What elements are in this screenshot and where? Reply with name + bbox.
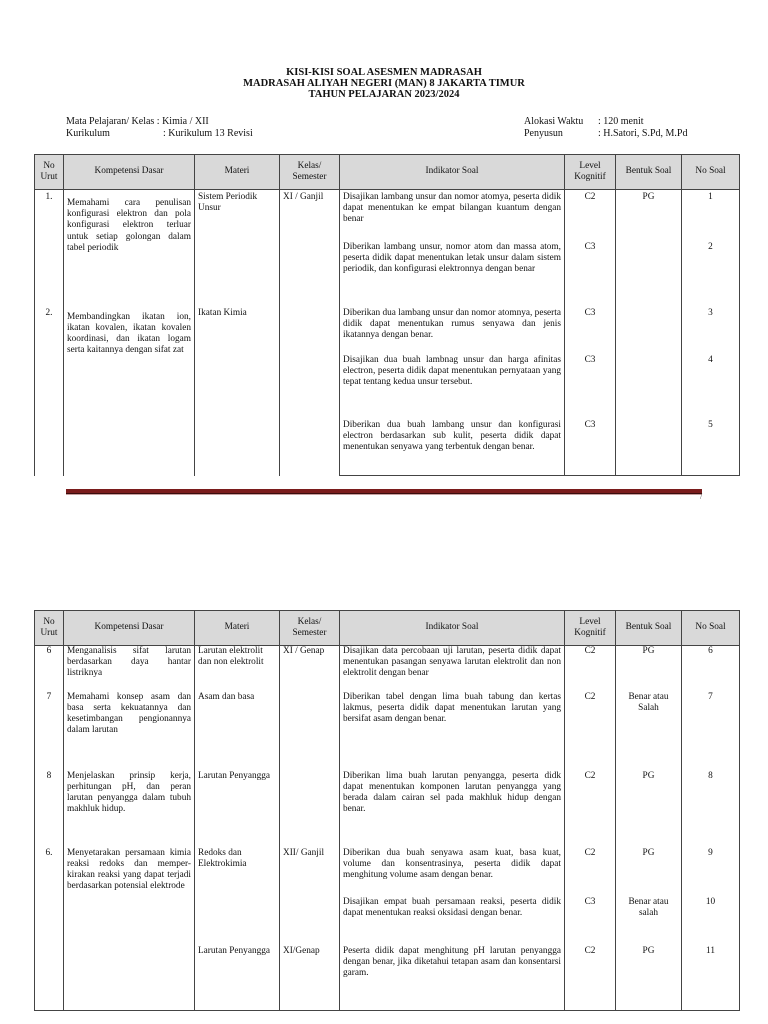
kurikulum-colon: : <box>163 128 166 139</box>
doc-title-line2: MADRASAH ALIYAH NEGERI (MAN) 8 JAKARTA TIMUR <box>243 78 525 89</box>
col-indikator-soal: Indikator Soal <box>340 155 565 190</box>
row-no: 2. <box>35 308 64 476</box>
row-indikator: Peserta didik dapat menghitung pH larutan penyangga dengan benar, jika diketahui tetapan asam dan konsentarsi garam. <box>340 946 565 1011</box>
col-no-urut: No Urut <box>35 611 64 646</box>
row-indikator: Diberikan lima buah larutan penyangga, peserta didk dapat menentukan komponen larutan penyangga yang berada dalam cairan sel pada makhluk hidup dengan benar. <box>340 771 565 848</box>
row-indikator: Disajikan data percobaan uji larutan, peserta didik dapat menentukan pasangan senyawa larutan elektrolit dan non elektrolit dengan benar <box>340 646 565 692</box>
row-no-soal: 2 <box>682 242 740 308</box>
penyusun-label: Penyusun <box>524 128 563 139</box>
row-kd-empty <box>64 946 195 1011</box>
alokasi-label: Alokasi Waktu <box>524 116 584 127</box>
alokasi-value: : 120 menit <box>598 116 644 127</box>
col-indikator-soal: Indikator Soal <box>340 611 565 646</box>
meta-alokasi <box>524 116 644 128</box>
meta-kurikulum <box>66 128 253 140</box>
row-no-soal: 8 <box>682 771 740 848</box>
row-bentuk: PG <box>616 646 682 692</box>
table-row <box>35 946 740 1011</box>
col-bentuk-soal: Bentuk Soal <box>616 611 682 646</box>
row-kelas-empty <box>280 308 340 476</box>
table-row <box>35 646 740 692</box>
meta-penyusun <box>524 128 687 140</box>
row-bentuk: PG <box>616 946 682 1011</box>
col-no-urut: No Urut <box>35 155 64 190</box>
row-kelas: XI/Genap <box>280 946 340 1011</box>
row-materi: Redoks dan Elektrokimia <box>195 848 280 946</box>
row-level: C2 <box>565 848 616 897</box>
col-level-kognitif: Level Kognitif <box>565 155 616 190</box>
row-indikator: Diberikan dua lambang unsur dan nomor atomnya, peserta didik dapat menentukan rumus senyawa dan jenis ikatannya dengan benar. <box>340 308 565 355</box>
col-kelas-semester: Kelas/ Semester <box>280 611 340 646</box>
row-kd: Menganalisis sifat larutan berdasarkan daya hantar listriknya <box>64 646 195 692</box>
row-no: 7 <box>35 692 64 771</box>
row-no-soal: 4 <box>682 355 740 420</box>
row-indikator: Diberikan dua buah lambang unsur dan konfigurasi electron berdasarkan sub kulit, peserta didik dapat menentukan senyawa yang terbentuk dengan benar. <box>340 420 565 476</box>
row-bentuk: Benar atau salah <box>616 897 682 946</box>
doc-title-line1: KISI-KISI SOAL ASESMEN MADRASAH <box>286 67 482 78</box>
row-indikator: Disajikan lambang unsur dan nomor atomya, peserta didik dapat menentukan ke empat bilangan kuantum dengan benar <box>340 190 565 242</box>
row-bentuk-empty <box>616 420 682 476</box>
row-no: 8 <box>35 771 64 848</box>
row-level: C2 <box>565 692 616 771</box>
meta-mapel <box>66 116 209 128</box>
col-no-soal: No Soal <box>682 611 740 646</box>
row-no-soal: 11 <box>682 946 740 1011</box>
row-level: C3 <box>565 308 616 355</box>
row-kd: Menyetarakan persamaan kimia reaksi redoks dan memper-kirakan reaksi yang dapat terjadi berdasarkan potensial elektrode <box>64 848 195 946</box>
row-bentuk: PG <box>616 190 682 242</box>
kurikulum-value: Kurikulum 13 Revisi <box>168 128 253 139</box>
row-level: C2 <box>565 771 616 848</box>
row-no: 6 <box>35 646 64 692</box>
doc-title-line3: TAHUN PELAJARAN 2023/2024 <box>308 89 460 100</box>
row-no-soal: 3 <box>682 308 740 355</box>
row-bentuk-empty <box>616 308 682 355</box>
row-no-empty <box>35 946 64 1011</box>
row-indikator: Diberikan dua buah senyawa asam kuat, basa kuat, volume dan konsentrasinya, peserta didik dapat menghitung volume asam dengan benar. <box>340 848 565 897</box>
col-no-soal: No Soal <box>682 155 740 190</box>
row-no: 6. <box>35 848 64 946</box>
kisi-table-page2 <box>34 610 740 1011</box>
col-materi: Materi <box>195 611 280 646</box>
row-kd: Memahami konsep asam dan basa serta kekuatannya dan kesetimbangan pengionannya dalam larutan <box>64 692 195 771</box>
row-no-soal: 6 <box>682 646 740 692</box>
row-bentuk: Benar atau Salah <box>616 692 682 771</box>
row-level: C3 <box>565 420 616 476</box>
row-no-soal: 10 <box>682 897 740 946</box>
row-no: 1. <box>35 190 64 308</box>
col-kelas-semester: Kelas/ Semester <box>280 155 340 190</box>
row-kd: Memahami cara penulisan konfigurasi elektron dan pola konfigurasi elektron terluar untuk setiap golongan dalam tabel periodik <box>64 190 195 308</box>
row-indikator: Diberikan lambang unsur, nomor atom dan massa atom, peserta didik dapat menentukan letak unsur dalam sistem periodik, dan konfigurasi elektronnya dengan benar <box>340 242 565 308</box>
row-kelas: XII/ Ganjil <box>280 848 340 946</box>
page-mark: / <box>700 492 703 501</box>
row-level: C3 <box>565 242 616 308</box>
row-no-soal: 5 <box>682 420 740 476</box>
row-indikator: Disajikan empat buah persamaan reaksi, peserta didik dapat menentukan reaksi oksidasi dengan benar. <box>340 897 565 946</box>
row-materi: Asam dan basa <box>195 692 280 771</box>
penyusun-value: : H.Satori, S.Pd, M.Pd <box>598 128 688 139</box>
col-materi: Materi <box>195 155 280 190</box>
kisi-table-page1 <box>34 154 740 476</box>
row-materi: Sistem Periodik Unsur <box>195 190 280 308</box>
row-materi: Larutan Penyangga <box>195 771 280 848</box>
row-level: C3 <box>565 897 616 946</box>
row-no-soal: 1 <box>682 190 740 242</box>
row-materi: Larutan Penyangga <box>195 946 280 1011</box>
row-materi: Larutan elektrolit dan non elektrolit <box>195 646 280 692</box>
table-row <box>35 771 740 848</box>
col-level-kognitif: Level Kognitif <box>565 611 616 646</box>
row-no-soal: 7 <box>682 692 740 771</box>
row-no-soal: 9 <box>682 848 740 897</box>
row-level: C3 <box>565 355 616 420</box>
page-divider-shadow <box>66 494 702 495</box>
col-kompetensi-dasar: Kompetensi Dasar <box>64 155 195 190</box>
row-kelas: XI / Ganjil <box>280 190 340 308</box>
row-indikator: Disajikan dua buah lambnag unsur dan harga afinitas electron, peserta didik dapat menentukan pernyataan yang tepat tentang kedua unsur tersebut. <box>340 355 565 420</box>
row-materi: Ikatan Kimia <box>195 308 280 476</box>
row-indikator: Diberikan tabel dengan lima buah tabung dan kertas lakmus, peserta didik dapat menentukan larutan yang bersifat asam dengan benar. <box>340 692 565 771</box>
row-bentuk: PG <box>616 848 682 897</box>
kurikulum-label: Kurikulum <box>66 128 110 139</box>
row-kd: Membandingkan ikatan ion, ikatan kovalen, ikatan kovalen koordinasi, dan ikatan logam serta kaitannya dengan sifat zat <box>64 308 195 476</box>
row-bentuk: PG <box>616 771 682 848</box>
mapel-value: Kimia / XII <box>162 116 209 127</box>
row-level: C2 <box>565 946 616 1011</box>
table-row <box>35 848 740 897</box>
col-kompetensi-dasar: Kompetensi Dasar <box>64 611 195 646</box>
row-level: C2 <box>565 190 616 242</box>
table-row <box>35 190 740 242</box>
mapel-label: Mata Pelajaran/ Kelas : <box>66 116 160 127</box>
row-level: C2 <box>565 646 616 692</box>
col-bentuk-soal: Bentuk Soal <box>616 155 682 190</box>
row-kelas-empty <box>280 692 340 771</box>
row-kelas: XI / Genap <box>280 646 340 692</box>
table-row <box>35 308 740 355</box>
row-bentuk-empty <box>616 242 682 308</box>
row-kd: Menjelaskan prinsip kerja, perhitungan pH, dan peran larutan penyangga dalam tubuh makhluk hidup. <box>64 771 195 848</box>
table-row <box>35 692 740 771</box>
row-bentuk-empty <box>616 355 682 420</box>
row-kelas-empty <box>280 771 340 848</box>
